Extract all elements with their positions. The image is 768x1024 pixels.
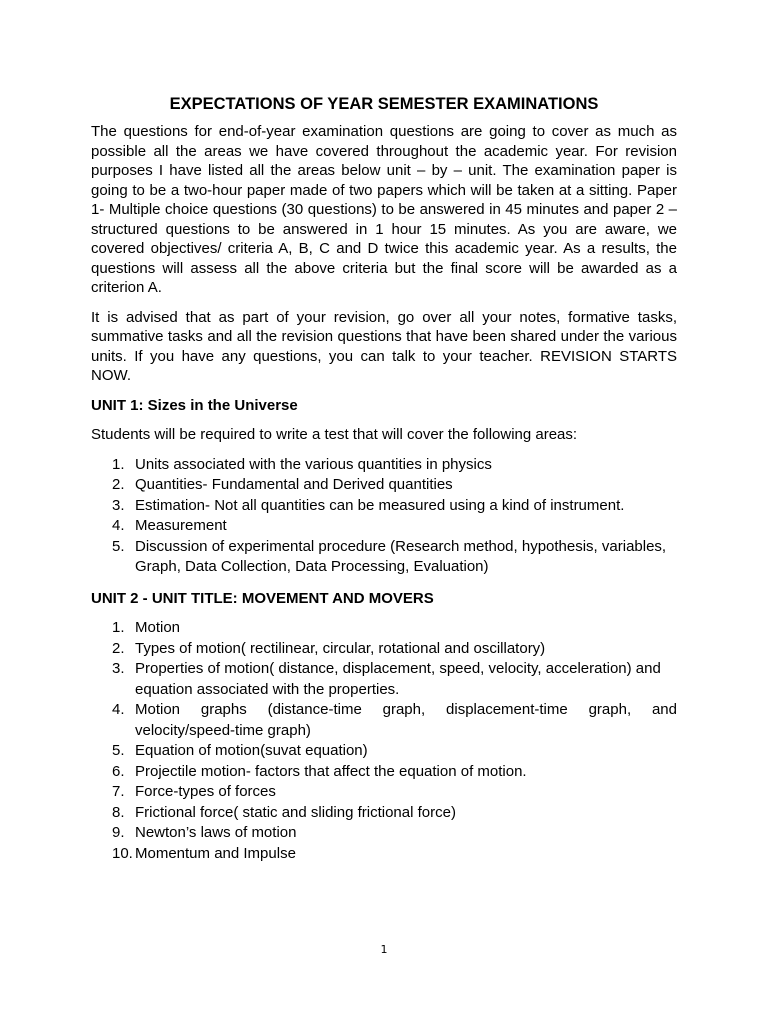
- list-item: [91, 844, 677, 865]
- list-text: Measurement: [135, 517, 227, 534]
- list-number: 1.: [112, 619, 125, 636]
- list-number: 4.: [112, 701, 125, 718]
- unit1-list: [91, 455, 677, 578]
- unit2-heading: UNIT 2 - UNIT TITLE: MOVEMENT AND MOVERS: [91, 589, 434, 607]
- advice-paragraph: It is advised that as part of your revision, go over all your notes, formative tasks, summative tasks and all the revision questions that have been shared under the various units. If you have any questions, you can talk to your teacher. REVISION STARTS NOW.: [91, 308, 677, 384]
- list-number: 5.: [112, 742, 125, 759]
- list-item: [91, 496, 677, 517]
- list-text: Motion graphs (distance-time graph, displacement-time graph, and velocity/speed-time graph): [135, 701, 677, 739]
- document-title: EXPECTATIONS OF YEAR SEMESTER EXAMINATIONS: [169, 95, 599, 113]
- list-item: [91, 537, 677, 578]
- unit2-list: [91, 618, 677, 864]
- list-number: 4.: [112, 517, 125, 534]
- list-number: 7.: [112, 783, 125, 800]
- list-number: 6.: [112, 762, 125, 780]
- list-item: [91, 803, 677, 824]
- list-text: Force-types of forces: [135, 783, 276, 800]
- list-item: [91, 455, 677, 476]
- page-number: 1: [380, 943, 388, 956]
- list-item: [91, 659, 677, 700]
- intro-paragraph: The questions for end-of-year examination questions are going to cover as much as possible all the areas we have covered throughout the academic year. For revision purposes I have listed all the areas below unit – by – unit. The examination paper is going to be a two-hour paper made of two papers which will be taken at a sitting. Paper 1- Multiple choice questions (30 questions) to be answered in 45 minutes and paper 2 – structured questions to be answered in 1 hour 15 minutes. As you are aware, we covered objectives/ criteria A, B, C and D twice this academic year. As a results, the questions will assess all the above criteria but the final score will be awarded as a criterion A.: [91, 123, 677, 296]
- list-number: 9.: [112, 824, 125, 841]
- document-page: [91, 93, 677, 875]
- list-text: Newton’s laws of motion: [135, 824, 297, 841]
- list-item: [91, 782, 677, 803]
- list-number: 2.: [112, 639, 125, 657]
- list-text: Units associated with the various quantities in physics: [135, 455, 492, 473]
- list-text: Quantities- Fundamental and Derived quantities: [135, 476, 453, 493]
- list-number: 5.: [112, 537, 125, 555]
- list-text: Properties of motion( distance, displacement, speed, velocity, acceleration) and equation associated with the properties.: [135, 660, 661, 698]
- list-item: [91, 741, 677, 762]
- list-text: Frictional force( static and sliding frictional force): [135, 803, 456, 821]
- list-item: [91, 700, 677, 741]
- list-text: Types of motion( rectilinear, circular, rotational and oscillatory): [135, 639, 546, 657]
- unit1-intro: Students will be required to write a test that will cover the following areas:: [91, 426, 578, 443]
- list-item: [91, 516, 677, 537]
- unit1-heading: UNIT 1: Sizes in the Universe: [91, 396, 298, 414]
- list-item: [91, 762, 677, 783]
- list-number: 2.: [112, 476, 125, 493]
- list-text: Momentum and Impulse: [135, 844, 296, 862]
- list-item: [91, 618, 677, 639]
- list-text: Discussion of experimental procedure (Research method, hypothesis, variables, Graph, Data Collection, Data Processing, Evaluation): [135, 537, 667, 575]
- list-number: 1.: [112, 455, 125, 473]
- list-item: [91, 475, 677, 496]
- list-text: Projectile motion- factors that affect the equation of motion.: [135, 762, 527, 780]
- list-item: [91, 639, 677, 660]
- list-text: Estimation- Not all quantities can be measured using a kind of instrument.: [135, 496, 625, 514]
- list-item: [91, 823, 677, 844]
- list-number: 10.: [112, 844, 133, 862]
- list-text: Equation of motion(suvat equation): [135, 742, 368, 759]
- list-number: 3.: [112, 660, 125, 677]
- list-number: 3.: [112, 496, 125, 514]
- list-number: 8.: [112, 803, 125, 821]
- list-text: Motion: [135, 619, 181, 636]
